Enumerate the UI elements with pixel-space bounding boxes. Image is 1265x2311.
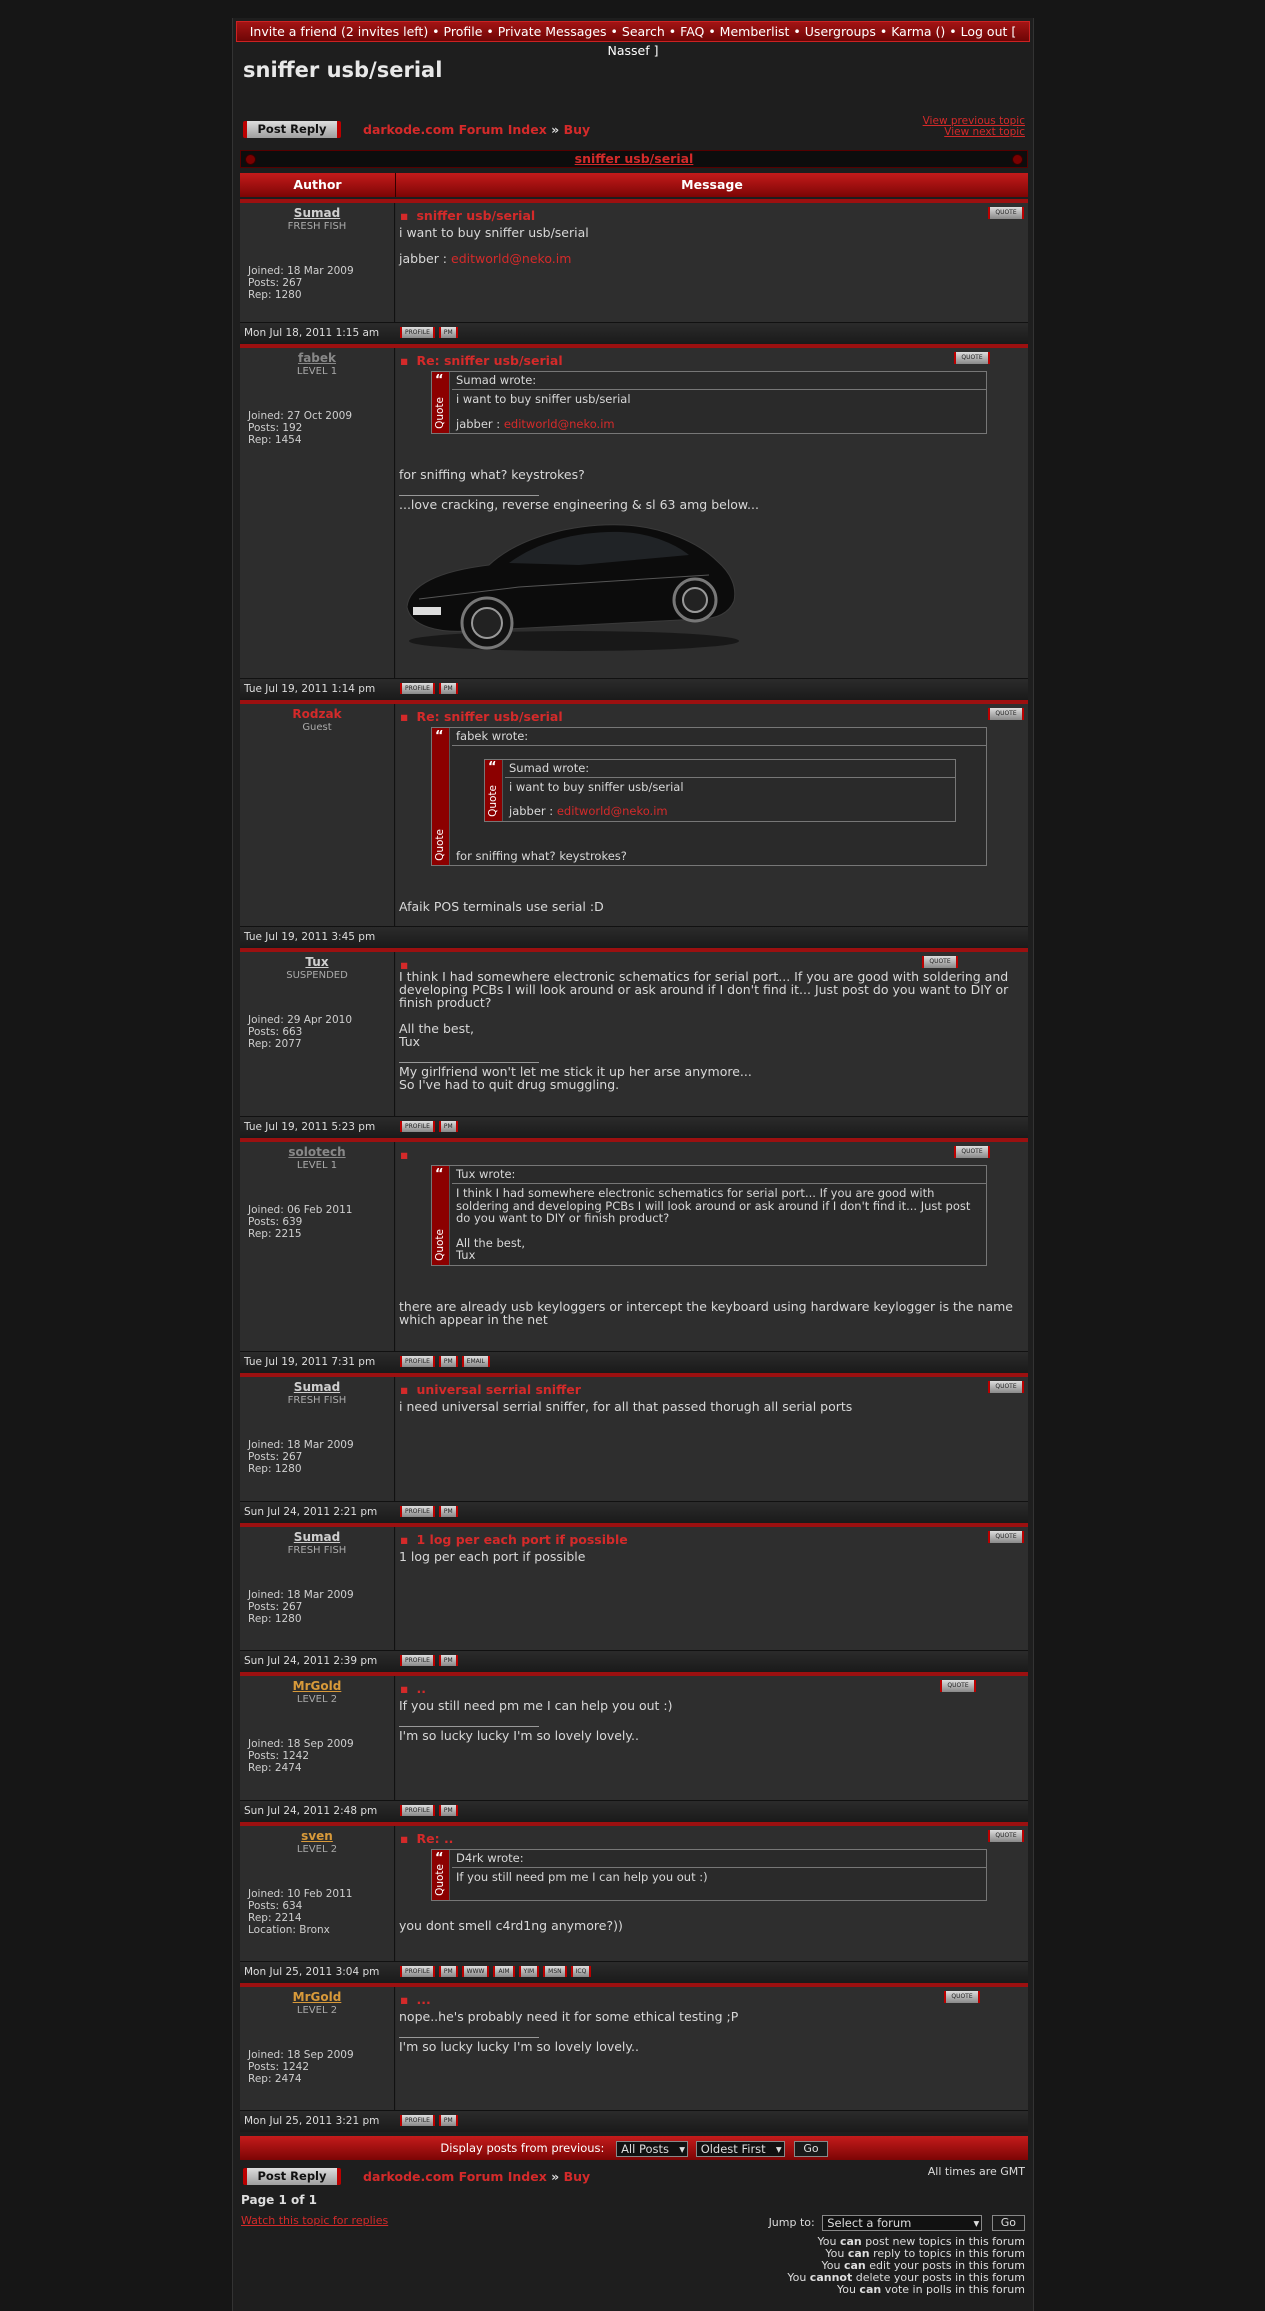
author-name: Rodzak (292, 707, 342, 721)
profile-button[interactable]: PROFILE (400, 2115, 435, 2126)
author-rank: Guest (302, 722, 332, 733)
post-text: I think I had somewhere electronic schematics for serial port... If you are good with soldering and developing PCBs I will look around or ask around if I don't find it... Just post do you want to DIY or finish product? (399, 969, 1009, 1010)
joined-date: Joined: 18 Mar 2009 (248, 1439, 354, 1451)
post-subject: ▪ Re: .. (400, 1831, 453, 1846)
forum-permissions (787, 2236, 1025, 2296)
quote-label: Quote (487, 784, 499, 817)
signature: My girlfriend won't let me stick it up her arse anymore... (399, 1064, 752, 1079)
author-stats (248, 1204, 352, 1240)
post-author-panel (240, 203, 395, 322)
topic-navigation (923, 116, 1025, 138)
jump-to-label: Jump to: (768, 2216, 815, 2229)
post-author-panel (240, 952, 395, 1116)
post-body (399, 1550, 1022, 1563)
post-footer (240, 1351, 1028, 1373)
page-container (232, 18, 1034, 2311)
post-subject (400, 1147, 416, 1162)
post-message (396, 1527, 1028, 1650)
post-body (399, 226, 1022, 265)
author-stats (248, 1589, 354, 1625)
post-subject: ▪ ... (400, 1992, 431, 2007)
post (240, 199, 1028, 344)
signature: I'm so lucky lucky I'm so lovely lovely.. (399, 2039, 639, 2054)
post-text: 1 log per each port if possible (399, 1549, 586, 1564)
pm-button[interactable]: PM (439, 2115, 458, 2126)
post-date: Mon Jul 18, 2011 1:15 am (244, 327, 380, 339)
post-footer (240, 322, 1028, 344)
topic-title-link[interactable]: sniffer usb/serial (574, 151, 694, 166)
author-rank: LEVEL 2 (296, 1844, 338, 1855)
quote-button[interactable]: QUOTE (988, 1381, 1024, 1393)
post-message (396, 203, 1028, 322)
quote-text: for sniffing what? keystrokes? (456, 848, 627, 863)
profile-button[interactable]: PROFILE (400, 1805, 435, 1816)
signature-divider (399, 1062, 539, 1063)
post-text: All the best, (399, 1021, 474, 1036)
jabber-label: jabber : (399, 251, 448, 266)
post-count: Posts: 267 (248, 1451, 303, 1463)
author-stats (248, 1014, 352, 1050)
quote-button[interactable]: QUOTE (988, 1830, 1024, 1842)
joined-date: Joined: 06 Feb 2011 (248, 1204, 353, 1216)
post-author-panel (240, 348, 395, 678)
email-link[interactable]: editworld@neko.im (503, 416, 615, 431)
post-subject: ▪ .. (400, 1681, 426, 1696)
quote-text: All the best, (456, 1235, 525, 1250)
post-text: for sniffing what? keystrokes? (399, 467, 585, 482)
post-author-panel (240, 1377, 395, 1501)
joined-date: Joined: 10 Feb 2011 (248, 1888, 353, 1900)
email-link[interactable]: editworld@neko.im (556, 804, 668, 818)
post (240, 948, 1028, 1138)
post-date: Tue Jul 19, 2011 1:14 pm (244, 683, 376, 695)
quote-text: I think I had somewhere electronic schematics for serial port... If you are good with soldering and developing PCBs I will look around or ask around if I don't find it... Just post do you want to DIY or finish product? (456, 1186, 971, 1225)
author-name[interactable]: Sumad (293, 206, 341, 220)
quote-label: Quote (434, 829, 446, 861)
post-message (396, 1142, 1028, 1351)
quote-label: Quote (434, 397, 446, 429)
post-text: i need universal serrial sniffer, for all that passed thorugh all serial ports (399, 1399, 853, 1414)
post-body (399, 1400, 1022, 1413)
pm-button[interactable]: PM (439, 1121, 458, 1132)
top-navigation-bar[interactable]: Invite a friend (2 invites left) • Profile • Private Messages • Search • FAQ • Memberlist • Usergroups • Karma () • Log out [ Nassef ] (236, 21, 1030, 42)
pm-button[interactable]: PM (439, 1966, 458, 1977)
post (240, 344, 1028, 700)
reputation: Rep: 2474 (248, 1762, 302, 1774)
icq-button[interactable]: ICQ (571, 1966, 592, 1977)
permission-line: You cannot delete your posts in this forum (787, 2271, 1025, 2284)
profile-button[interactable]: PROFILE (400, 1506, 435, 1517)
signature: So I've had to quit drug smuggling. (399, 1077, 620, 1092)
signature: I'm so lucky lucky I'm so lovely lovely.. (399, 1728, 639, 1743)
post-body (399, 970, 1022, 1091)
post-footer (240, 1650, 1028, 1672)
post-count: Posts: 192 (248, 422, 303, 434)
post-text: nope..he's probably need it for some ethical testing ;P (399, 2009, 739, 2024)
joined-date: Joined: 18 Sep 2009 (248, 1738, 354, 1750)
quote-author: Sumad wrote: (452, 372, 986, 390)
post-reply-button[interactable]: Post Reply (243, 121, 341, 138)
permission-line: You can edit your posts in this forum (821, 2259, 1025, 2272)
quote-text: Tux (456, 1248, 476, 1262)
post-text: Tux (399, 1034, 421, 1049)
post-footer (240, 2110, 1028, 2132)
author-stats (248, 2049, 354, 2085)
quote-author: Tux wrote: (452, 1166, 986, 1184)
breadcrumb (363, 2169, 590, 2184)
quote-button[interactable]: QUOTE (988, 207, 1024, 219)
quote-block (431, 1849, 987, 1901)
msn-button[interactable]: MSN (543, 1966, 566, 1977)
post-subject: ▪ Re: sniffer usb/serial (400, 353, 563, 368)
post-footer (240, 678, 1028, 700)
author-rank: LEVEL 1 (296, 366, 338, 377)
reputation: Rep: 1454 (248, 434, 302, 446)
breadcrumb-buy[interactable]: Buy (563, 2169, 591, 2184)
bullet-icon (1012, 154, 1023, 165)
signature-divider (399, 1726, 539, 1727)
pm-button[interactable]: PM (439, 1655, 458, 1666)
post-date: Sun Jul 24, 2011 2:48 pm (244, 1805, 378, 1817)
joined-date: Joined: 29 Apr 2010 (248, 1014, 353, 1026)
post-author-panel (240, 1676, 395, 1800)
jump-go-button[interactable]: Go (992, 2215, 1025, 2231)
post-author-panel (240, 1527, 395, 1650)
post-text: there are already usb keyloggers or intercept the keyboard using hardware keylogger is the name which appear in the net (399, 1298, 1013, 1327)
breadcrumb-separator: » (551, 122, 560, 137)
quote-label: Quote (434, 1228, 446, 1261)
view-previous-topic-link[interactable]: View previous topic (922, 115, 1025, 127)
post-body (399, 1165, 1022, 1326)
quote-button[interactable]: QUOTE (922, 956, 958, 968)
quote-icon: “ (435, 373, 444, 388)
quote-block (431, 1165, 987, 1266)
author-rank: FRESH FISH (287, 221, 347, 232)
display-label: Display posts from previous: (440, 2141, 605, 2155)
post-date: Tue Jul 19, 2011 3:45 pm (244, 931, 376, 943)
post (240, 1822, 1028, 1983)
quote-block (431, 727, 987, 866)
post-message (396, 348, 1028, 678)
post-text: If you still need pm me I can help you out :) (399, 1698, 673, 1713)
nested-quote-block (484, 759, 956, 822)
author-rank: LEVEL 1 (296, 1160, 338, 1171)
quote-text: i want to buy sniffer usb/serial (509, 779, 684, 794)
author-rank: LEVEL 2 (296, 2005, 338, 2016)
author-stats (248, 1738, 354, 1774)
post (240, 1138, 1028, 1373)
post-body (399, 1849, 1022, 1932)
post-date: Mon Jul 25, 2011 3:21 pm (244, 2115, 380, 2127)
pm-button[interactable]: PM (439, 1506, 458, 1517)
breadcrumb-forum-index[interactable]: darkode.com Forum Index (363, 2169, 547, 2184)
joined-date: Joined: 18 Mar 2009 (248, 265, 354, 277)
post-count: Posts: 639 (248, 1216, 303, 1228)
post (240, 1373, 1028, 1523)
profile-button[interactable]: PROFILE (400, 327, 435, 338)
quote-author: Sumad wrote: (505, 760, 955, 778)
post-reply-button[interactable]: Post Reply (243, 2168, 341, 2185)
quote-icon: “ (435, 1167, 444, 1182)
author-stats (248, 1439, 354, 1475)
quote-icon: “ (488, 760, 497, 775)
post-date: Sun Jul 24, 2011 2:21 pm (244, 1506, 378, 1518)
quote-author: fabek wrote: (452, 728, 986, 746)
author-name[interactable]: MrGold (292, 1990, 342, 2004)
quote-icon: “ (435, 1851, 444, 1866)
post-text: i want to buy sniffer usb/serial (399, 225, 589, 240)
quote-text: If you still need pm me I can help you out :) (456, 1870, 708, 1884)
post (240, 1523, 1028, 1672)
author-name[interactable]: solotech (288, 1145, 346, 1159)
car-image (399, 515, 744, 653)
breadcrumb (363, 122, 590, 137)
post-author-panel (240, 1826, 395, 1961)
table-header (240, 173, 1028, 197)
email-link[interactable]: editworld@neko.im (451, 251, 572, 266)
profile-button[interactable]: PROFILE (400, 1655, 435, 1666)
page-title: sniffer usb/serial (243, 58, 443, 82)
post-footer (240, 1961, 1028, 1983)
post-message (396, 952, 1028, 1116)
profile-button[interactable]: PROFILE (400, 1356, 435, 1367)
bullet-icon (245, 154, 256, 165)
post-footer (240, 1501, 1028, 1523)
quote-icon: “ (435, 729, 444, 744)
post-footer (240, 1800, 1028, 1822)
post-footer (240, 926, 1028, 948)
jump-to-select[interactable]: Select a forum ▾ (822, 2215, 982, 2231)
display-go-button[interactable]: Go (794, 2141, 827, 2157)
reputation: Rep: 1280 (248, 289, 302, 301)
quote-button[interactable]: QUOTE (954, 352, 990, 364)
quote-button[interactable]: QUOTE (954, 1146, 990, 1158)
jabber-label: jabber : (456, 416, 501, 431)
pm-button[interactable]: PM (439, 327, 458, 338)
watch-topic-link[interactable]: Watch this topic for replies (241, 2214, 389, 2227)
signature-divider (399, 2037, 539, 2038)
author-rank: FRESH FISH (287, 1545, 347, 1556)
pm-button[interactable]: PM (439, 1356, 458, 1367)
author-stats (248, 265, 354, 301)
author-rank: LEVEL 2 (296, 1694, 338, 1705)
profile-button[interactable]: PROFILE (400, 683, 435, 694)
post-text: Afaik POS terminals use serial :D (399, 899, 604, 914)
signature: ...love cracking, reverse engineering & sl 63 amg below... (399, 497, 759, 512)
permission-line: You can post new topics in this forum (817, 2235, 1025, 2248)
post-count: Posts: 267 (248, 277, 303, 289)
post-subject: ▪ 1 log per each port if possible (400, 1532, 628, 1547)
post-count: Posts: 663 (248, 1026, 303, 1038)
post-body (399, 371, 1022, 653)
reputation: Rep: 2214 (248, 1912, 302, 1924)
post-count: Posts: 634 (248, 1900, 303, 1912)
post-count: Posts: 1242 (248, 1750, 310, 1762)
quote-button[interactable]: QUOTE (944, 1991, 980, 2003)
reputation: Rep: 1280 (248, 1613, 302, 1625)
permission-line: You can reply to topics in this forum (825, 2247, 1025, 2260)
post-message (396, 1826, 1028, 1961)
post-date: Sun Jul 24, 2011 2:39 pm (244, 1655, 378, 1667)
permission-line: You can vote in polls in this forum (836, 2283, 1025, 2296)
post-subject: ▪ universal serrial sniffer (400, 1382, 581, 1397)
author-name[interactable]: sven (301, 1829, 333, 1843)
post (240, 700, 1028, 948)
post-date: Mon Jul 25, 2011 3:04 pm (244, 1966, 380, 1978)
author-name[interactable]: Tux (305, 955, 329, 969)
post-subject: ▪ sniffer usb/serial (400, 208, 535, 223)
author-stats (248, 1888, 352, 1936)
signature-divider (399, 495, 539, 496)
aim-button[interactable]: AIM (493, 1966, 514, 1977)
post (240, 1983, 1028, 2132)
post-message (396, 1987, 1028, 2110)
breadcrumb-separator: » (551, 2169, 560, 2184)
display-options-bar (240, 2136, 1028, 2160)
timezone-note: All times are GMT (927, 2165, 1025, 2178)
quote-author: D4rk wrote: (452, 1850, 986, 1868)
joined-date: Joined: 18 Mar 2009 (248, 1589, 354, 1601)
quote-button[interactable]: QUOTE (988, 1531, 1024, 1543)
quote-text: i want to buy sniffer usb/serial (456, 392, 631, 406)
view-next-topic-link[interactable]: View next topic (944, 126, 1025, 138)
post-body (399, 727, 1022, 913)
pm-button[interactable]: PM (439, 683, 458, 694)
pm-button[interactable]: PM (439, 1805, 458, 1816)
author-rank: SUSPENDED (286, 970, 348, 981)
jump-to (769, 2215, 1025, 2231)
post-date: Tue Jul 19, 2011 7:31 pm (244, 1356, 376, 1368)
quote-button[interactable]: QUOTE (988, 708, 1024, 720)
yim-button[interactable]: YIM (519, 1966, 540, 1977)
post-order-select[interactable]: Oldest First ▾ (696, 2141, 785, 2157)
post-message (396, 704, 1028, 926)
author-stats (248, 410, 352, 446)
www-button[interactable]: WWW (462, 1966, 490, 1977)
breadcrumb-forum-index[interactable]: darkode.com Forum Index (363, 122, 547, 137)
reputation: Rep: 2077 (248, 1038, 302, 1050)
post-message (396, 1676, 1028, 1800)
author-name[interactable]: Sumad (293, 1530, 341, 1544)
joined-date: Joined: 18 Sep 2009 (248, 2049, 354, 2061)
post-count: Posts: 1242 (248, 2061, 310, 2073)
post (240, 1672, 1028, 1822)
post-footer (240, 1116, 1028, 1138)
quote-label: Quote (434, 1864, 446, 1896)
joined-date: Joined: 27 Oct 2009 (248, 410, 353, 422)
post-body (399, 1699, 1022, 1742)
post-author-panel (240, 704, 395, 926)
reputation: Rep: 2215 (248, 1228, 302, 1240)
profile-button[interactable]: PROFILE (400, 1121, 435, 1132)
post-count: Posts: 267 (248, 1601, 303, 1613)
post-author-panel (240, 1987, 395, 2110)
email-button[interactable]: EMAIL (462, 1356, 490, 1367)
author-name[interactable]: MrGold (292, 1679, 342, 1693)
post-date: Tue Jul 19, 2011 5:23 pm (244, 1121, 376, 1133)
reputation: Rep: 1280 (248, 1463, 302, 1475)
reputation: Rep: 2474 (248, 2073, 302, 2085)
post-author-panel (240, 1142, 395, 1351)
profile-button[interactable]: PROFILE (400, 1966, 435, 1977)
post-message (396, 1377, 1028, 1501)
post-range-select[interactable]: All Posts ▾ (616, 2141, 688, 2157)
post-text: you dont smell c4rd1ng anymore?)) (399, 1918, 623, 1933)
jabber-label: jabber : (509, 804, 554, 818)
post-subject: ▪ Re: sniffer usb/serial (400, 709, 563, 724)
topic-title-bar (240, 150, 1028, 168)
location: Location: Bronx (248, 1924, 330, 1936)
author-column-header: Author (240, 173, 396, 197)
post-body (399, 2010, 1022, 2053)
author-rank: FRESH FISH (287, 1395, 347, 1406)
message-column-header: Message (396, 173, 1028, 197)
quote-block (431, 371, 987, 434)
author-name[interactable]: Sumad (293, 1380, 341, 1394)
breadcrumb-buy[interactable]: Buy (563, 122, 591, 137)
page-number: Page 1 of 1 (241, 2193, 317, 2207)
quote-button[interactable]: QUOTE (940, 1680, 976, 1692)
author-name[interactable]: fabek (297, 351, 337, 365)
